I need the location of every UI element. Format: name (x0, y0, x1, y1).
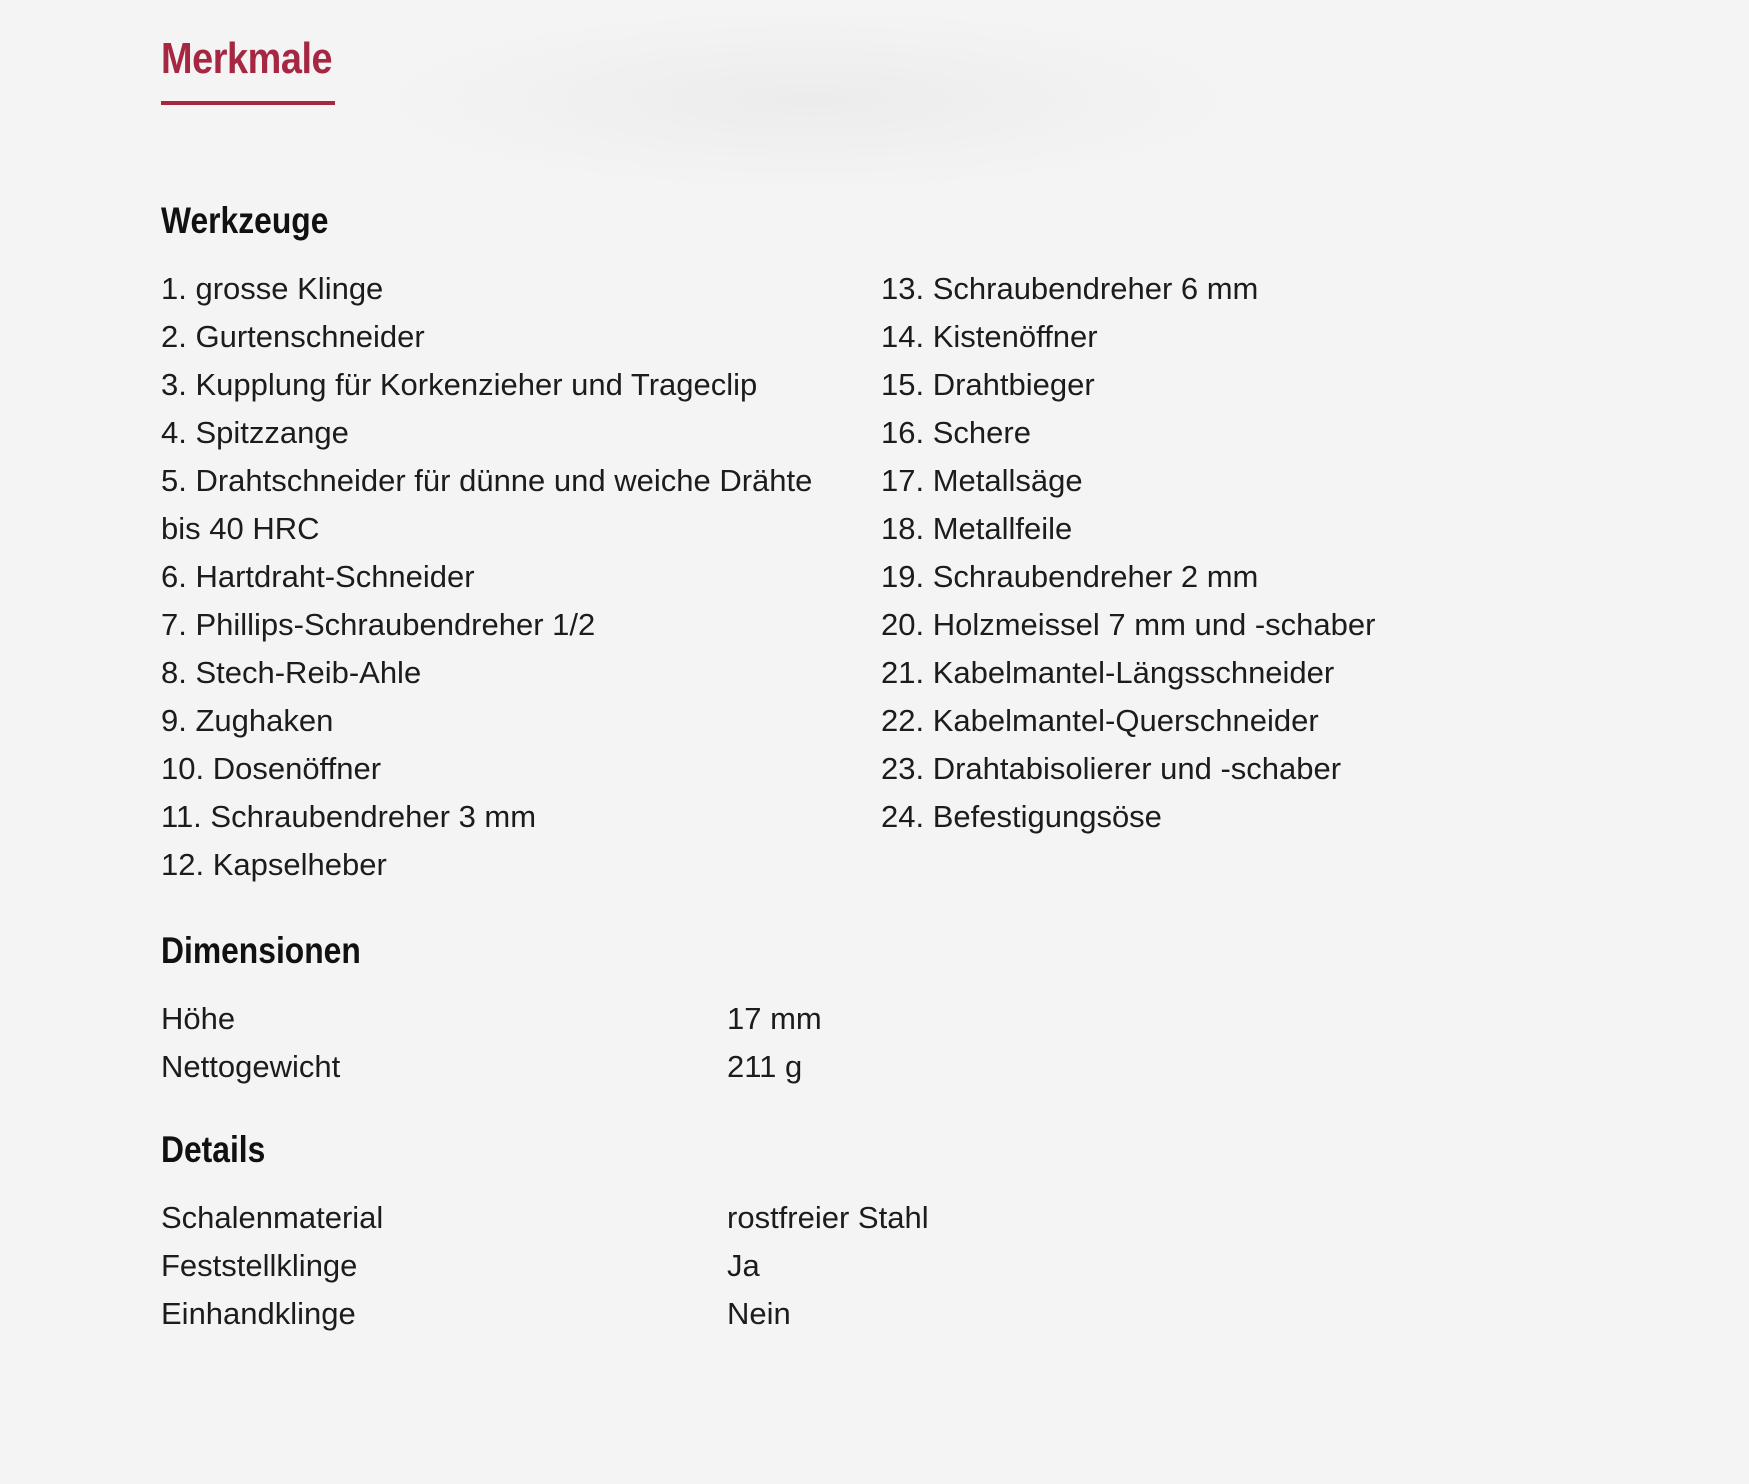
tool-item: 19. Schraubendreher 2 mm (881, 559, 1259, 594)
dimension-key: Höhe (161, 1001, 236, 1036)
tools-list (161, 265, 1611, 889)
tool-item: 17. Metallsäge (881, 463, 1083, 498)
tool-item: 5. Drahtschneider für dünne und weiche Drähte bis 40 HRC (161, 463, 813, 546)
dimensions-table (161, 995, 1611, 1091)
dimension-value: 211 g (727, 1049, 803, 1084)
tool-item: 11. Schraubendreher 3 mm (161, 799, 537, 834)
detail-value: rostfreier Stahl (727, 1200, 929, 1235)
detail-value: Nein (727, 1296, 791, 1331)
page-title-block (161, 30, 360, 105)
details-table (161, 1194, 1611, 1338)
tool-item: 8. Stech-Reib-Ahle (161, 655, 422, 690)
dimensions-heading: Dimensionen (161, 930, 361, 971)
tool-item: 18. Metallfeile (881, 511, 1073, 546)
tool-item: 13. Schraubendreher 6 mm (881, 271, 1259, 306)
page-title: Merkmale (161, 34, 333, 83)
tool-item: 14. Kistenöffner (881, 319, 1098, 354)
tool-item: 12. Kapselheber (161, 847, 387, 882)
detail-row (161, 1194, 1611, 1242)
tools-column-left (161, 265, 881, 889)
tool-item: 4. Spitzzange (161, 415, 349, 450)
tool-item: 21. Kabelmantel-Längsschneider (881, 655, 1335, 690)
detail-row (161, 1290, 1611, 1338)
tool-item: 22. Kabelmantel-Querschneider (881, 703, 1319, 738)
tool-item: 16. Schere (881, 415, 1031, 450)
dimension-row (161, 995, 1611, 1043)
detail-key: Schalenmaterial (161, 1200, 384, 1235)
tools-heading: Werkzeuge (161, 200, 329, 241)
features-page (161, 0, 1611, 1338)
dimension-value: 17 mm (727, 1001, 822, 1036)
tool-item: 24. Befestigungsöse (881, 799, 1162, 834)
detail-row (161, 1242, 1611, 1290)
tool-item: 23. Drahtabisolierer und -schaber (881, 751, 1342, 786)
dimension-row (161, 1043, 1611, 1091)
tool-item: 20. Holzmeissel 7 mm und -schaber (881, 607, 1376, 642)
detail-value: Ja (727, 1248, 760, 1283)
detail-key: Feststellklinge (161, 1248, 358, 1283)
tool-item: 7. Phillips-Schraubendreher 1/2 (161, 607, 596, 642)
tool-item: 15. Drahtbieger (881, 367, 1095, 402)
tool-item: 6. Hartdraht-Schneider (161, 559, 475, 594)
tool-item: 9. Zughaken (161, 703, 334, 738)
dimension-key: Nettogewicht (161, 1049, 341, 1084)
tool-item: 3. Kupplung für Korkenzieher und Trageclip (161, 367, 758, 402)
details-heading: Details (161, 1129, 266, 1170)
tool-item: 10. Dosenöffner (161, 751, 382, 786)
tool-item: 2. Gurtenschneider (161, 319, 425, 354)
tools-column-right (881, 265, 1601, 889)
tool-item: 1. grosse Klinge (161, 271, 384, 306)
detail-key: Einhandklinge (161, 1296, 356, 1331)
